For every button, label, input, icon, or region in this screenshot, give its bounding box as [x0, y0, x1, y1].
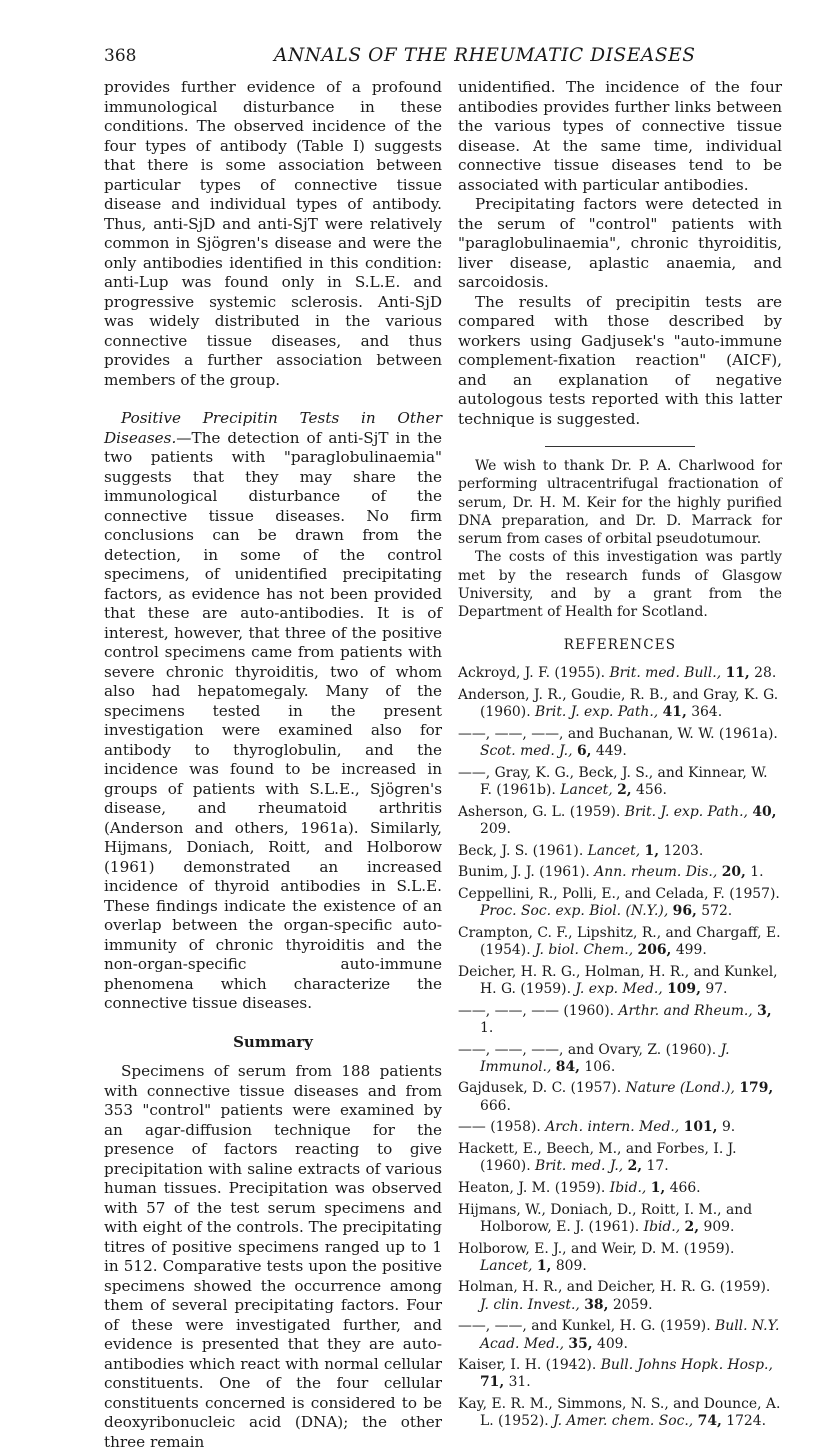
reference-journal: Nature (Lond.), [625, 1080, 735, 1097]
reference-entry [458, 843, 782, 860]
reference-entry [458, 1141, 782, 1175]
reference-pages: 17. [646, 1158, 669, 1175]
reference-pages: 809. [555, 1257, 587, 1274]
reference-authors: —— (1958). [458, 1119, 541, 1136]
reference-journal: Ibid., [643, 1218, 681, 1235]
reference-volume: 38, [584, 1296, 609, 1313]
reference-authors: Beck, J. S. (1961). [458, 842, 584, 859]
reference-authors: Deicher, H. R. G., Holman, H. R., and Kunkel, H. G. (1959). [458, 963, 778, 997]
reference-volume: 3, [757, 1002, 772, 1019]
reference-entry [458, 964, 782, 998]
reference-pages: 1203. [663, 842, 704, 859]
reference-journal: Brit. J. exp. Path., [535, 704, 659, 721]
reference-volume: 1, [644, 842, 660, 859]
reference-pages: 466. [669, 1179, 701, 1196]
reference-entry [458, 1180, 782, 1197]
reference-journal: Lancet, [560, 781, 613, 798]
summary-paragraph: Specimens of serum from 188 patients with connective tissue diseases and from 353 "control" patients were examined by an agar-diffusion technique for the presence of factors reacting to give precipitation with saline extracts of various human tissues. Precipitation was observed with 57 of the test serum specimens and with eight of the controls. The precipitating titres of positive specimens ranged up to 1 in 512. Comparative tests upon the positive specimens showed the occurrence among them of several precipitating factors. Four of these were investigated further, and evidence is presented that they are auto-antibodies which react with normal cellular constituents. One of the four cellular constituents concerned is considered to be deoxyribonucleic acid (DNA); the other three remain [104, 1062, 442, 1451]
reference-authors: Crampton, C. F., Lipshitz, R., and Chargaff, E. (1954). [458, 924, 781, 959]
reference-journal: Ann. rheum. Dis., [594, 864, 718, 881]
reference-journal: Lancet, [480, 1257, 533, 1274]
reference-authors: Kaiser, I. H. (1942). [458, 1357, 597, 1374]
summary-heading: Summary [233, 1032, 313, 1051]
reference-volume: 2, [684, 1218, 700, 1235]
reference-entry [458, 1080, 782, 1114]
left-column [104, 78, 442, 1452]
reference-entry [458, 804, 782, 838]
reference-entry [458, 665, 782, 682]
reference-entry [458, 1042, 782, 1076]
reference-pages: 28. [754, 665, 777, 682]
reference-journal: Brit. J. exp. Path., [624, 803, 748, 820]
reference-journal: Ibid., [609, 1179, 647, 1196]
reference-volume: 41, [662, 704, 687, 721]
reference-pages: 409. [597, 1335, 628, 1352]
reference-volume: 2, [617, 781, 632, 798]
reference-volume: 35, [568, 1335, 593, 1352]
reference-authors: ——, Gray, K. G., Beck, J. S., and Kinnear, W. F. (1961b). [458, 764, 768, 798]
funding-note: The costs of this investigation was partly met by the research funds of Glasgow University, and by a grant from the Department of Health for Scotland. [458, 549, 782, 621]
reference-volume: 20, [721, 864, 746, 881]
reference-authors: Ceppellini, R., Polli, E., and Celada, F. (1957). [458, 885, 780, 902]
right-column [458, 78, 782, 1435]
reference-volume: 40, [752, 803, 777, 820]
reference-volume: 109, [667, 980, 701, 997]
acknowledgements: We wish to thank Dr. P. A. Charlwood for performing ultracentrifugal fractionation of serum, Dr. H. M. Keir for the highly purified DNA preparation, and Dr. D. Marrack for serum from cases of orbital pseudotumour. [458, 458, 782, 548]
section-heading: Positive Precipitin Tests in Other Diseases. [104, 409, 442, 447]
reference-pages: 1. [480, 1019, 494, 1036]
reference-journal: Bull. Johns Hopk. Hosp., [600, 1357, 773, 1374]
reference-volume: 2, [627, 1158, 643, 1175]
paragraph: unidentified. The incidence of the four antibodies provides further links between the various types of connective tissue disease. At the same time, individual connective tissue diseases tend to be associated with particular antibodies. [458, 78, 782, 194]
reference-entry [458, 687, 782, 721]
reference-volume: 71, [480, 1374, 505, 1391]
reference-pages: 106. [584, 1058, 616, 1075]
reference-authors: Hackett, E., Beech, M., and Forbes, I. J. (1960). [458, 1141, 737, 1175]
reference-pages: 364. [691, 704, 723, 721]
reference-journal: J. clin. Invest., [480, 1296, 580, 1313]
reference-entry [458, 1279, 782, 1313]
reference-volume: 96, [672, 903, 697, 920]
reference-pages: 2059. [612, 1296, 653, 1313]
reference-journal: Brit. med. J., [535, 1158, 624, 1175]
reference-entry [458, 1003, 782, 1037]
reference-entry [458, 1357, 782, 1391]
references-heading: REFERENCES [563, 636, 677, 653]
page-number: 368 [104, 46, 137, 66]
reference-authors: ——, ——, and Kunkel, H. G. (1959). [458, 1318, 711, 1335]
reference-entry [458, 864, 782, 881]
reference-authors: Hijmans, W., Doniach, D., Roitt, I. M., and Holborow, E. J. (1961). [458, 1201, 753, 1235]
reference-volume: 179, [739, 1080, 774, 1097]
reference-journal: Lancet, [587, 842, 641, 859]
reference-pages: 9. [721, 1119, 736, 1136]
reference-journal: Arch. intern. Med., [545, 1119, 680, 1136]
reference-journal: Bull. N.Y. Acad. Med., [480, 1318, 780, 1352]
reference-volume: 84, [555, 1058, 580, 1075]
reference-list [458, 665, 782, 1430]
reference-pages: 499. [675, 942, 707, 959]
reference-journal: J. biol. Chem., [535, 942, 634, 959]
reference-pages: 97. [705, 980, 728, 997]
reference-authors: Holman, H. R., and Deicher, H. R. G. (1959). [458, 1279, 771, 1296]
reference-volume: 101, [683, 1119, 718, 1136]
reference-volume: 11, [725, 665, 750, 682]
reference-entry [458, 925, 782, 959]
reference-authors: Heaton, J. M. (1959). [458, 1179, 606, 1196]
reference-entry [458, 1241, 782, 1275]
reference-authors: Holborow, E. J., and Weir, D. M. (1959). [458, 1240, 735, 1257]
reference-volume: 74, [697, 1413, 722, 1430]
reference-pages: 666. [480, 1097, 511, 1114]
reference-journal: Scot. med. J., [480, 742, 573, 759]
paragraph: Precipitating factors were detected in the serum of "control" patients with "paraglobulinaemia", chronic thyroiditis, liver disease, aplastic anaemia, and sarcoidosis. [458, 195, 782, 291]
reference-journal: J. Immunol., [480, 1041, 730, 1075]
reference-pages: 209. [480, 820, 511, 837]
reference-volume: 6, [576, 742, 592, 759]
reference-authors: ——, ——, ——, and Ovary, Z. (1960). [458, 1041, 717, 1058]
reference-authors: Gajdusek, D. C. (1957). [458, 1080, 622, 1097]
reference-authors: ——, ——, —— (1960). [458, 1002, 615, 1019]
paragraph: The results of precipitin tests are compared with those described by workers using Gadjusek's "auto-immune complement-fixation reaction" (AICF), and an explanation of negative autologous tests reported with this latter technique is suggested. [458, 292, 782, 428]
reference-authors: Anderson, J. R., Goudie, R. B., and Gray, K. G. (1960). [458, 686, 779, 721]
reference-pages: 449. [595, 742, 627, 759]
paragraph-text: —The detection of anti-SjT in the two patients with "paraglobulinaemia" suggests that they may share the immunological disturbance of the connective tissue diseases. No firm conclusions can be drawn from the detection, in some of the control specimens, of unidentified precipitating factors, as evidence has not been provided that these are auto-antibodies. It is of interest, however, that three of the positive control specimens came from patients with severe chronic thyroiditis, two of whom also had hepatomegaly. Many of the specimens tested in the present investigation were examined also for antibody to thyroglobulin, and the incidence was found to be increased in groups of patients with S.L.E., Sjögren's disease, and rheumatoid arthritis (Anderson and others, 1961a). Similarly, Hijmans, Doniach, Roitt, and Holborow (1961) demonstrated an increased incidence of thyroid antibodies in S.L.E. These findings indicate the existence of an overlap between the organ-specific auto-immunity of chronic thyroiditis and the non-organ-specific auto-immune phenomena which characterize the connective tissue diseases. [104, 428, 442, 1012]
reference-entry [458, 1119, 782, 1136]
divider [545, 446, 695, 447]
reference-volume: 1, [536, 1257, 552, 1274]
reference-authors: ——, ——, ——, and Buchanan, W. W. (1961a). [458, 725, 778, 742]
running-title: ANNALS OF THE RHEUMATIC DISEASES [274, 45, 696, 66]
reference-journal: Arthr. and Rheum., [618, 1002, 753, 1019]
reference-authors: Kay, E. R. M., Simmons, N. S., and Dounce, A. L. (1952). [458, 1396, 781, 1430]
reference-journal: Brit. med. Bull., [609, 665, 722, 682]
reference-pages: 31. [508, 1374, 531, 1391]
paragraph [104, 409, 442, 1014]
page-header [104, 44, 764, 74]
reference-entry [458, 765, 782, 799]
reference-entry [458, 1318, 782, 1352]
reference-pages: 572. [701, 903, 733, 920]
reference-pages: 1. [750, 864, 764, 881]
reference-entry [458, 886, 782, 920]
reference-authors: Asherson, G. L. (1959). [458, 803, 621, 820]
reference-entry [458, 726, 782, 760]
paragraph: provides further evidence of a profound immunological disturbance in these conditions. The observed incidence of the four types of antibody (Table I) suggests that there is some association between particular types of connective tissue disease and individual types of antibody. Thus, anti-SjD and anti-SjT were relatively common in Sjögren's disease and were the only antibodies identified in this condition: anti-Lup was found only in S.L.E. and progressive systemic sclerosis. Anti-SjD was widely distributed in the various connective tissue diseases, and thus provides a further association between members of the group. [104, 78, 442, 389]
reference-entry [458, 1202, 782, 1236]
reference-pages: 909. [703, 1218, 735, 1235]
reference-authors: Ackroyd, J. F. (1955). [458, 665, 606, 682]
reference-pages: 1724. [726, 1413, 767, 1430]
reference-journal: J. exp. Med., [575, 980, 663, 997]
reference-journal: J. Amer. chem. Soc., [553, 1413, 694, 1430]
reference-entry [458, 1396, 782, 1430]
reference-volume: 206, [637, 942, 672, 959]
reference-journal: Proc. Soc. exp. Biol. (N.Y.), [480, 903, 669, 920]
reference-authors: Bunim, J. J. (1961). [458, 864, 590, 881]
reference-pages: 456. [636, 781, 667, 798]
reference-volume: 1, [650, 1179, 666, 1196]
